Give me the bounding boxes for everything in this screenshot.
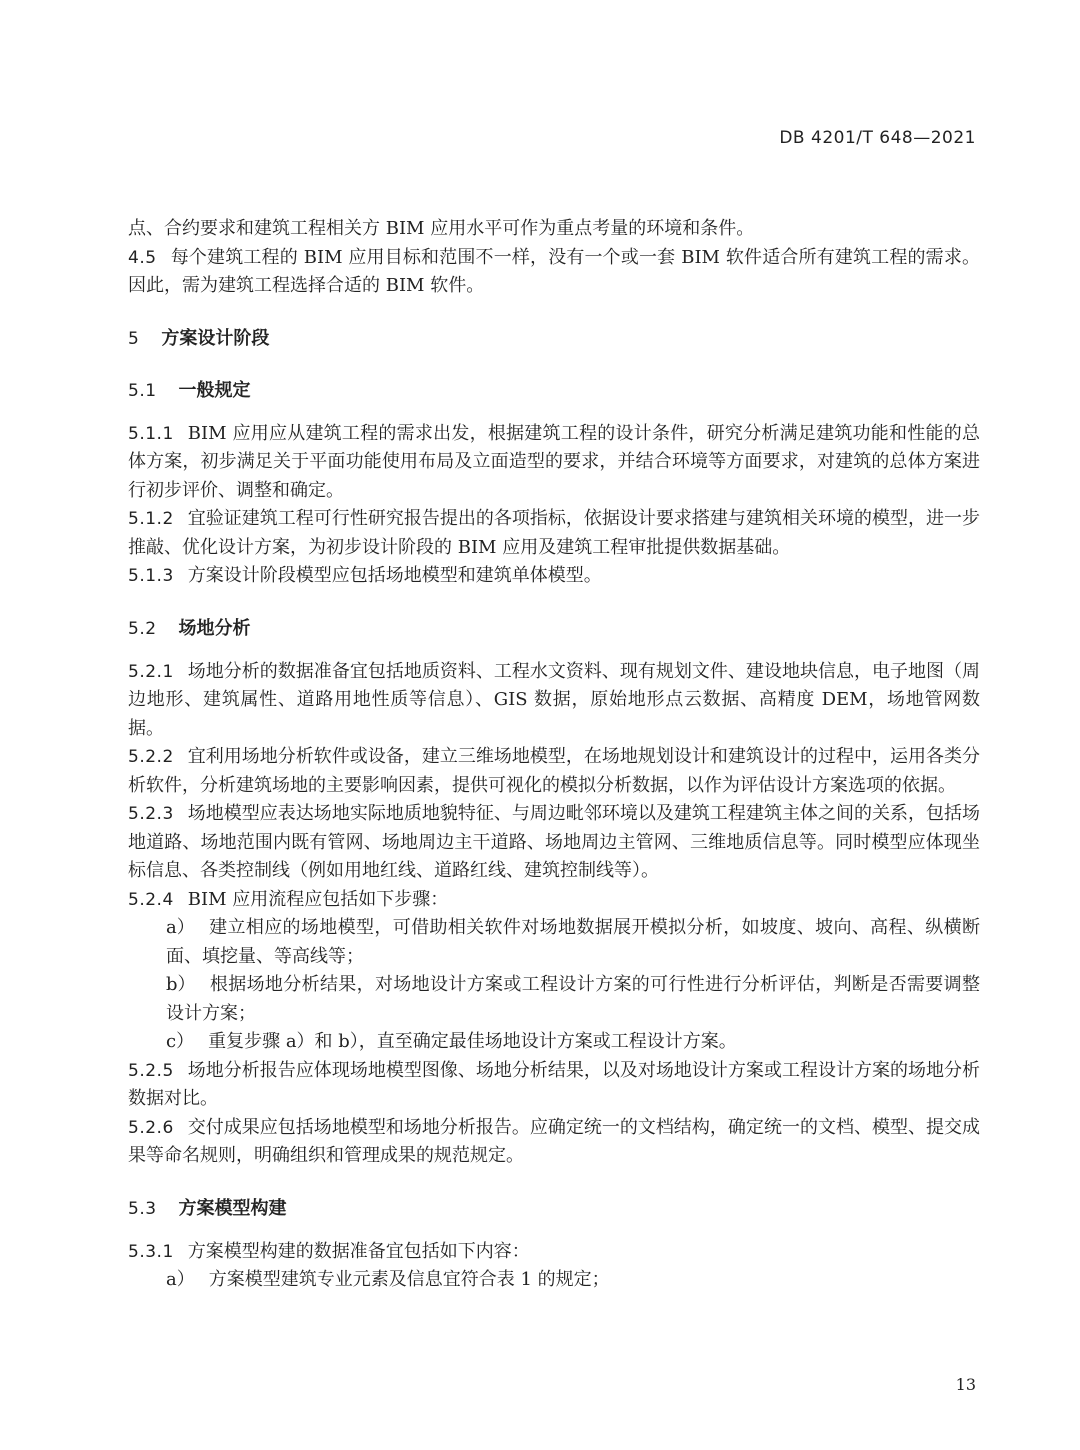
- clause-paragraph: [128, 1114, 980, 1171]
- clause-text: 重复步骤 a）和 b），直至确定最佳场地设计方案或工程设计方案。: [208, 1031, 737, 1052]
- section-title: 方案设计阶段: [161, 327, 270, 349]
- list-marker: c）: [166, 1031, 195, 1052]
- clause-text: 场地分析报告应体现场地模型图像、场地分析结果，以及对场地设计方案或工程设计方案的场地分析数据对比。: [128, 1059, 980, 1109]
- clause-text: 交付成果应包括场地模型和场地分析报告。应确定统一的文档结构，确定统一的文档、模型、提交成果等命名规则，明确组织和管理成果的规范规定。: [128, 1116, 980, 1166]
- list-item: [128, 971, 980, 1028]
- section-heading: [128, 377, 980, 405]
- clause-number: 5.1.1: [128, 423, 174, 444]
- section-number: 5: [128, 328, 140, 349]
- section-title: 方案模型构建: [178, 1197, 287, 1219]
- section-heading: [128, 325, 980, 353]
- clause-number: 5.2.2: [128, 747, 174, 767]
- clause-text: 每个建筑工程的 BIM 应用目标和范围不一样，没有一个或一套 BIM 软件适合所有建筑工程的需求。因此，需为建筑工程选择合适的 BIM 软件。: [128, 246, 980, 296]
- clause-number: 5.1.3: [128, 566, 174, 586]
- clause-paragraph: [128, 743, 980, 800]
- clause-paragraph: [128, 1057, 980, 1114]
- clause-paragraph: [128, 244, 980, 301]
- clause-number: 5.2.4: [128, 889, 174, 910]
- section-title: 一般规定: [178, 379, 251, 401]
- page-number: 13: [955, 1375, 976, 1394]
- clause-text: 方案模型建筑专业元素及信息宜符合表 1 的规定；: [208, 1269, 610, 1290]
- document-body: [128, 215, 980, 1295]
- clause-paragraph: [128, 1238, 980, 1267]
- section-heading: [128, 615, 980, 643]
- clause-paragraph: [128, 886, 980, 915]
- clause-text: 宜验证建筑工程可行性研究报告提出的各项指标，依据设计要求搭建与建筑相关环境的模型，进一步推敲、优化设计方案，为初步设计阶段的 BIM 应用及建筑工程审批提供数据基础。: [128, 508, 980, 558]
- list-item: [128, 1028, 980, 1057]
- list-marker: a）: [166, 917, 195, 938]
- section-heading: [128, 1195, 980, 1223]
- clause-text: 点、合约要求和建筑工程相关方 BIM 应用水平可作为重点考量的环境和条件。: [128, 218, 755, 239]
- clause-paragraph: [128, 420, 980, 506]
- clause-paragraph: [128, 562, 980, 591]
- list-item: [128, 1266, 980, 1295]
- clause-number: 5.3.1: [128, 1241, 174, 1262]
- clause-text: 方案模型构建的数据准备宜包括如下内容：: [187, 1240, 530, 1262]
- clause-paragraph: [128, 800, 980, 886]
- section-title: 场地分析: [178, 617, 251, 639]
- clause-text: 场地模型应表达场地实际地质地貌特征、与周边毗邻环境以及建筑工程建筑主体之间的关系，包括场地道路、场地范围内既有管网、场地周边主干道路、场地周边主管网、三维地质信息等。同时模型应体现坐标信息、各类控制线（例如用地红线、道路红线、建筑控制线等）。: [128, 803, 980, 881]
- clause-text: 根据场地分析结果，对场地设计方案或工程设计方案的可行性进行分析评估，判断是否需要调整设计方案；: [166, 974, 980, 1024]
- list-marker: b）: [166, 974, 196, 995]
- list-item: [128, 914, 980, 971]
- clause-text: 宜利用场地分析软件或设备，建立三维场地模型，在场地规划设计和建筑设计的过程中，运用各类分析软件，分析建筑场地的主要影响因素，提供可视化的模拟分析数据，以作为评估设计方案选项的依据。: [128, 746, 980, 796]
- clause-text: 场地分析的数据准备宜包括地质资料、工程水文资料、现有规划文件、建设地块信息，电子地图（周边地形、建筑属性、道路用地性质等信息）、GIS 数据，原始地形点云数据、高精度 DEM，场地管网数据。: [128, 660, 980, 739]
- clause-number: 5.2.5: [128, 1060, 174, 1081]
- clause-text: 建立相应的场地模型，可借助相关软件对场地数据展开模拟分析，如坡度、坡向、高程、纵横断面、填挖量、等高线等；: [166, 917, 980, 967]
- section-number: 5.2: [128, 618, 157, 639]
- clause-number: 5.2.6: [128, 1117, 174, 1138]
- clause-number: 5.1.2: [128, 509, 174, 529]
- section-number: 5.1: [128, 380, 157, 401]
- clause-text: 方案设计阶段模型应包括场地模型和建筑单体模型。: [187, 565, 602, 586]
- list-marker: a）: [166, 1269, 195, 1290]
- clause-text: BIM 应用应从建筑工程的需求出发，根据建筑工程的设计条件，研究分析满足建筑功能和性能的总体方案，初步满足关于平面功能使用布局及立面造型的要求，并结合环境等方面要求，对建筑的总体方案进行初步评价、调整和确定。: [128, 422, 980, 501]
- clause-paragraph: [128, 658, 980, 744]
- clause-paragraph: [128, 505, 980, 562]
- clause-number: 4.5: [128, 247, 157, 268]
- clause-text: BIM 应用流程应包括如下步骤：: [187, 888, 449, 910]
- clause-number: 5.2.1: [128, 661, 174, 682]
- section-number: 5.3: [128, 1198, 157, 1219]
- document-code: DB 4201/T 648—2021: [779, 128, 976, 148]
- clause-paragraph: [128, 215, 980, 244]
- clause-number: 5.2.3: [128, 804, 174, 824]
